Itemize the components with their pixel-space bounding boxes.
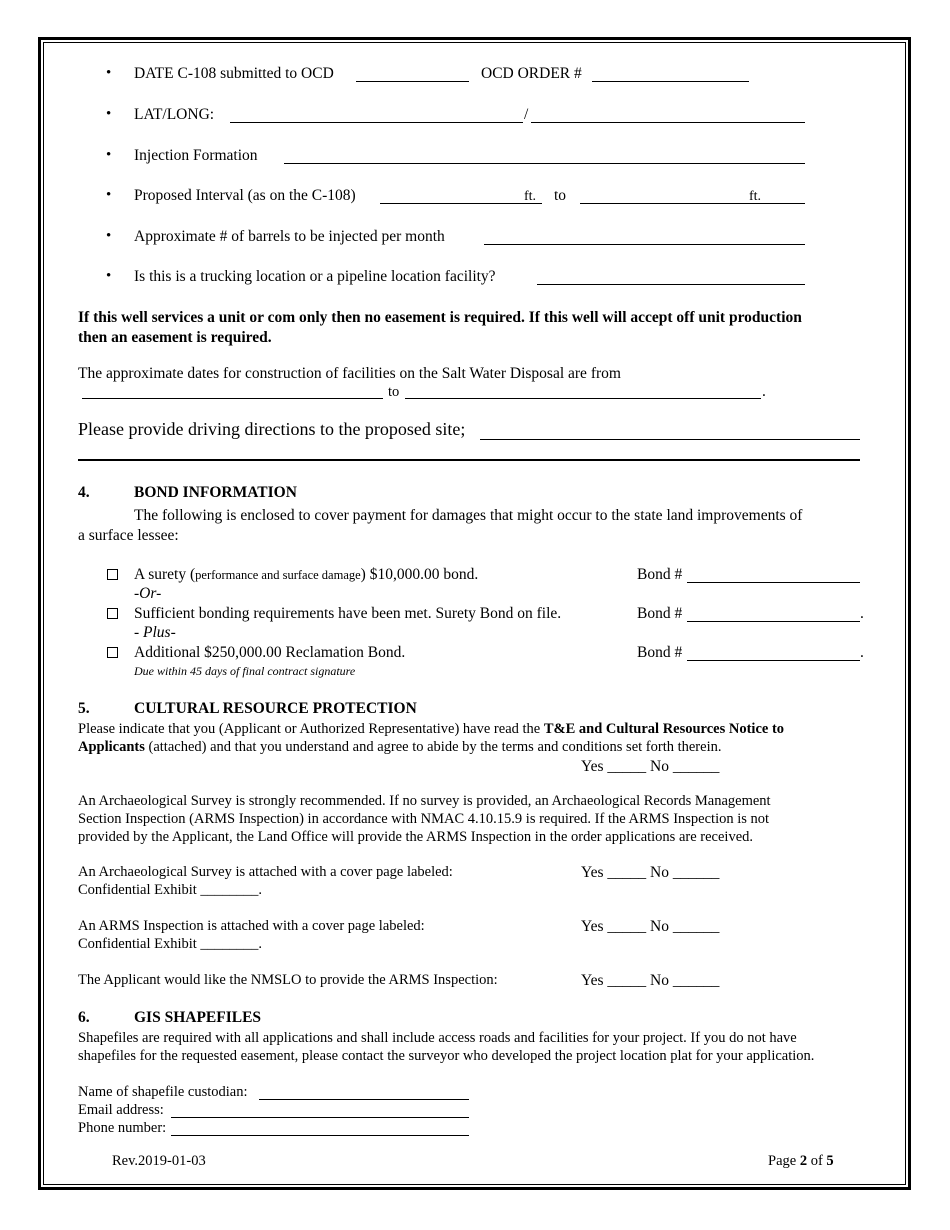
arms-paragraph-line-3: provided by the Applicant, the Land Office will provide the ARMS Inspection in the order applications are received. bbox=[78, 829, 754, 845]
trucking-input[interactable] bbox=[537, 284, 805, 285]
barrels-input[interactable] bbox=[484, 244, 805, 245]
construction-dates-text: The approximate dates for construction of facilities on the Salt Water Disposal are from bbox=[78, 365, 621, 382]
arms-paragraph-line-1: An Archaeological Survey is strongly recommended. If no survey is provided, an Archaeological Records Management bbox=[78, 793, 771, 809]
reclamation-bond-label: Additional $250,000.00 Reclamation Bond. bbox=[134, 644, 406, 661]
arms-exhibit-label: Confidential Exhibit ________. bbox=[78, 936, 263, 952]
custodian-label: Name of shapefile custodian: bbox=[78, 1084, 248, 1100]
surety-bond-checkbox[interactable] bbox=[107, 569, 118, 580]
interval-ft-unit: ft. bbox=[524, 189, 537, 204]
bond-number-input-2[interactable] bbox=[687, 621, 860, 622]
longitude-input[interactable] bbox=[531, 122, 805, 123]
bond-number-label: Bond # bbox=[637, 566, 683, 583]
interval-from-input[interactable] bbox=[380, 203, 542, 204]
driving-directions-input-2[interactable] bbox=[78, 459, 860, 461]
arms-yes-no[interactable]: Yes _____ No ______ bbox=[581, 918, 720, 935]
section-4-intro-2: a surface lessee: bbox=[78, 527, 179, 544]
construction-to-label: to bbox=[388, 384, 400, 400]
cultural-notice-line-1: Please indicate that you (Applicant or Authorized Representative) have read the T&E and Cultural Resources Notice to bbox=[78, 721, 785, 737]
bond-period-2: . bbox=[860, 605, 864, 622]
bullet-icon: • bbox=[106, 147, 112, 163]
surety-bond-label: A surety (performance and surface damage) $10,000.00 bond. bbox=[134, 566, 479, 583]
bullet-icon: • bbox=[106, 268, 112, 284]
interval-ft-unit-2: ft. bbox=[749, 189, 762, 204]
plus-separator: - Plus- bbox=[134, 624, 176, 641]
arms-attached-label: An ARMS Inspection is attached with a cover page labeled: bbox=[78, 918, 425, 934]
section-4-title: BOND INFORMATION bbox=[134, 484, 297, 501]
gis-paragraph-line-2: shapefiles for the requested easement, please contact the surveyor who developed the project location plat for your application. bbox=[78, 1048, 815, 1064]
barrels-label: Approximate # of barrels to be injected per month bbox=[134, 228, 445, 245]
section-5-number: 5. bbox=[78, 700, 90, 717]
nmslo-yes-no[interactable]: Yes _____ No ______ bbox=[581, 972, 720, 989]
arms-paragraph-line-2: Section Inspection (ARMS Inspection) in accordance with NMAC 4.10.15.9 is required. If the ARMS Inspection is not bbox=[78, 811, 770, 827]
reclamation-bond-note: Due within 45 days of final contract signature bbox=[134, 664, 356, 678]
page-number: Page 2 of 5 bbox=[768, 1153, 834, 1169]
latitude-input[interactable] bbox=[230, 122, 523, 123]
phone-input[interactable] bbox=[171, 1135, 469, 1136]
bullet-icon: • bbox=[106, 106, 112, 122]
or-separator: -Or- bbox=[134, 585, 162, 602]
section-4-intro-1: The following is enclosed to cover payment for damages that might occur to the state land improvements of bbox=[134, 507, 803, 524]
construction-period: . bbox=[762, 383, 766, 400]
section-5-title: CULTURAL RESOURCE PROTECTION bbox=[134, 700, 417, 717]
interval-to-input[interactable] bbox=[580, 203, 805, 204]
ocd-order-input[interactable] bbox=[592, 81, 749, 82]
section-4-number: 4. bbox=[78, 484, 90, 501]
survey-attached-label: An Archaeological Survey is attached with a cover page labeled: bbox=[78, 864, 453, 880]
proposed-interval-label: Proposed Interval (as on the C-108) bbox=[134, 187, 356, 204]
interval-to-label: to bbox=[554, 187, 567, 204]
driving-directions-input[interactable] bbox=[480, 439, 860, 440]
phone-label: Phone number: bbox=[78, 1120, 167, 1136]
construction-end-input[interactable] bbox=[405, 398, 761, 399]
nmslo-arms-label: The Applicant would like the NMSLO to provide the ARMS Inspection: bbox=[78, 972, 498, 988]
latlong-label: LAT/LONG: bbox=[134, 106, 215, 123]
cultural-yes-no[interactable]: Yes _____ No ______ bbox=[581, 758, 720, 775]
section-6-number: 6. bbox=[78, 1009, 90, 1026]
construction-start-input[interactable] bbox=[82, 398, 383, 399]
date-c108-label: DATE C-108 submitted to OCD bbox=[134, 65, 334, 82]
trucking-label: Is this is a trucking location or a pipeline location facility? bbox=[134, 268, 496, 285]
survey-exhibit-label: Confidential Exhibit ________. bbox=[78, 882, 263, 898]
survey-yes-no[interactable]: Yes _____ No ______ bbox=[581, 864, 720, 881]
driving-directions-label: Please provide driving directions to the proposed site; bbox=[78, 419, 466, 439]
bond-number-input-1[interactable] bbox=[687, 582, 860, 583]
bullet-icon: • bbox=[106, 187, 112, 203]
custodian-input[interactable] bbox=[259, 1099, 469, 1100]
bond-on-file-label: Sufficient bonding requirements have been met. Surety Bond on file. bbox=[134, 605, 562, 622]
email-input[interactable] bbox=[171, 1117, 469, 1118]
date-c108-input[interactable] bbox=[356, 81, 469, 82]
bond-number-label-3: Bond # bbox=[637, 644, 683, 661]
latlong-separator: / bbox=[524, 106, 529, 123]
injection-formation-input[interactable] bbox=[284, 163, 805, 164]
bond-number-input-3[interactable] bbox=[687, 660, 860, 661]
bullet-icon: • bbox=[106, 228, 112, 244]
email-label: Email address: bbox=[78, 1102, 164, 1118]
revision-label: Rev.2019-01-03 bbox=[112, 1153, 206, 1169]
section-6-title: GIS SHAPEFILES bbox=[134, 1009, 262, 1026]
bond-on-file-checkbox[interactable] bbox=[107, 608, 118, 619]
reclamation-bond-checkbox[interactable] bbox=[107, 647, 118, 658]
cultural-notice-line-2: Applicants (attached) and that you understand and agree to abide by the terms and conditions set forth therein. bbox=[78, 739, 722, 755]
injection-formation-label: Injection Formation bbox=[134, 147, 258, 164]
gis-paragraph-line-1: Shapefiles are required with all applications and shall include access roads and facilities for your project. If you do not have bbox=[78, 1030, 797, 1046]
ocd-order-label: OCD ORDER # bbox=[481, 65, 582, 82]
bond-number-label-2: Bond # bbox=[637, 605, 683, 622]
easement-notice: If this well services a unit or com only then no easement is required. If this well will accept off unit production then an easement is required. bbox=[78, 309, 802, 346]
bond-period-3: . bbox=[860, 644, 864, 661]
bullet-icon: • bbox=[106, 65, 112, 81]
